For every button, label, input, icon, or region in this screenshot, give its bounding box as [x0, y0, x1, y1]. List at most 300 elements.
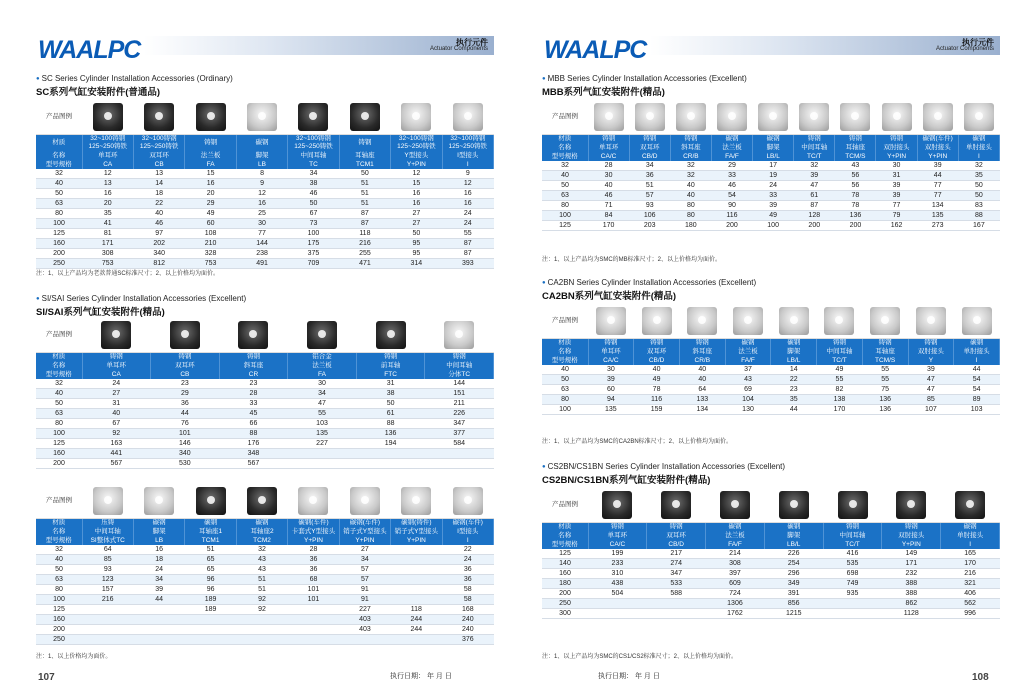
price-cell: 35 [82, 209, 133, 219]
code-cell: FA/F [725, 356, 771, 365]
price-cell: 18 [133, 555, 184, 565]
material-text: 碳钢 [787, 338, 801, 346]
row-label: 材质 [36, 352, 82, 361]
price-cell: 77 [917, 191, 958, 201]
price-cell: 273 [917, 221, 958, 231]
price-cell: 244 [391, 625, 442, 635]
price-cell: 170 [588, 221, 629, 231]
material-cell [442, 134, 493, 151]
material-cell [711, 134, 752, 143]
product-image-cell [876, 100, 917, 134]
price-cell: 27 [391, 219, 442, 229]
sc-section-title [36, 74, 233, 98]
product-photo-icon [824, 307, 854, 335]
bore-size-cell: 125 [36, 229, 82, 239]
price-cell: 862 [882, 599, 941, 609]
price-cell [236, 635, 287, 645]
price-cell: 165 [941, 549, 1000, 559]
code-cell: CR/B [670, 152, 711, 161]
table-row [542, 609, 1000, 619]
material-cell [629, 134, 670, 143]
price-cell: 39 [876, 181, 917, 191]
product-photo-icon [717, 103, 747, 131]
product-photo-icon [596, 307, 626, 335]
name-cell: 法兰板 [711, 143, 752, 152]
price-cell: 244 [391, 615, 442, 625]
name-cell: 单耳环 [588, 531, 647, 540]
table-row [542, 579, 1000, 589]
name-cell: 双耳环 [647, 531, 706, 540]
table-row [36, 419, 494, 429]
price-cell: 128 [794, 211, 835, 221]
price-cell: 78 [835, 201, 876, 211]
material-text: 32~100铸钢 125~250铸铁 [294, 134, 333, 150]
product-image-cell [288, 318, 357, 352]
bore-size-cell: 200 [36, 625, 82, 635]
price-cell: 76 [151, 419, 220, 429]
price-cell: 93 [82, 565, 133, 575]
product-photo-icon [779, 307, 809, 335]
name-cell: 耳轴座2 [236, 527, 287, 536]
material-cell [817, 338, 863, 347]
header-title-cn: 执行元件 [962, 38, 994, 47]
table-row [36, 635, 494, 645]
material-text: 铸钢 [846, 522, 860, 530]
row-label: 型号规格 [542, 152, 588, 161]
price-cell: 562 [941, 599, 1000, 609]
price-cell: 308 [82, 249, 133, 259]
bore-size-cell: 100 [36, 429, 82, 439]
name-cell: Y型接头 [391, 151, 442, 160]
bore-size-cell: 125 [542, 549, 588, 559]
price-cell: 14 [133, 179, 184, 189]
price-cell: 138 [817, 395, 863, 405]
code-cell: CB/D [647, 540, 706, 549]
price-cell [339, 635, 390, 645]
price-cell: 321 [941, 579, 1000, 589]
material-cell [288, 518, 339, 527]
material-cell [82, 352, 151, 361]
product-photo-icon [307, 321, 337, 349]
price-cell: 32 [236, 545, 287, 555]
table-row [36, 189, 494, 199]
material-text: 铝合金 [312, 352, 332, 360]
price-cell: 24 [442, 209, 493, 219]
material-text: 碳钢 [970, 338, 984, 346]
price-cell: 51 [339, 189, 390, 199]
table-row [542, 171, 1000, 181]
product-image-cell [908, 304, 954, 338]
row-label: 型号规格 [36, 160, 82, 169]
price-cell: 61 [794, 191, 835, 201]
cs2bn-title-en: ● CS2BN/CS1BN Series Cylinder Installation Accessories (Excellent) [542, 462, 785, 471]
price-cell: 856 [764, 599, 823, 609]
material-text: 铸钢 [109, 352, 123, 360]
mbb-title-en: ● MBB Series Cylinder Installation Accessories (Excellent) [542, 74, 747, 83]
price-cell: 51 [339, 199, 390, 209]
product-image-cell [771, 304, 817, 338]
price-cell: 216 [941, 569, 1000, 579]
price-cell: 57 [629, 191, 670, 201]
bore-size-cell: 80 [36, 585, 82, 595]
price-cell: 168 [442, 605, 493, 615]
price-cell: 202 [133, 239, 184, 249]
product-image-cell [82, 318, 151, 352]
name-cell: 耳轴座1 [185, 527, 236, 536]
right-page [518, 0, 1024, 695]
material-text: 铸钢 [669, 522, 683, 530]
row-label: 名称 [542, 347, 588, 356]
cs2bn-note: 注：1、以上产品均为SMC的CS1/CS2标准尺寸；2、以上价格均为面价。 [542, 654, 738, 660]
price-cell: 30 [876, 161, 917, 171]
price-cell: 226 [425, 409, 494, 419]
material-cell [339, 518, 390, 527]
material-cell [288, 134, 339, 151]
price-cell: 33 [711, 171, 752, 181]
material-cell [588, 134, 629, 143]
price-cell: 77 [917, 181, 958, 191]
price-cell [647, 599, 706, 609]
bore-size-cell: 100 [36, 219, 82, 229]
price-cell: 34 [133, 575, 184, 585]
price-cell: 12 [391, 169, 442, 179]
price-cell: 535 [823, 559, 882, 569]
bore-size-cell: 125 [36, 605, 82, 615]
price-cell [82, 625, 133, 635]
code-cell: TCM/S [862, 356, 908, 365]
price-cell: 100 [288, 229, 339, 239]
product-photo-icon [93, 487, 123, 515]
price-cell: 347 [647, 569, 706, 579]
code-cell: LB/L [764, 540, 823, 549]
material-cell [706, 522, 765, 531]
price-cell: 171 [82, 239, 133, 249]
price-cell: 39 [794, 171, 835, 181]
material-text: 铸钢 [610, 522, 624, 530]
price-cell: 171 [882, 559, 941, 569]
material-text: 铸钢 [178, 352, 192, 360]
table-row [36, 555, 494, 565]
table-row [36, 179, 494, 189]
price-cell [391, 635, 442, 645]
mbb-accessories-table [542, 100, 1000, 231]
code-cell: Y+PIN [391, 536, 442, 545]
code-cell: Y [908, 356, 954, 365]
price-cell: 136 [862, 395, 908, 405]
material-cell [679, 338, 725, 347]
code-cell: Y+PIN [391, 160, 442, 169]
row-label: 材质 [36, 134, 82, 151]
material-cell [794, 134, 835, 143]
bore-size-cell: 40 [36, 389, 82, 399]
price-cell: 16 [82, 189, 133, 199]
price-cell: 29 [151, 389, 220, 399]
price-cell: 55 [442, 229, 493, 239]
exec-date-left: 执行日期： 年 月 日 [390, 673, 452, 680]
price-cell: 46 [711, 181, 752, 191]
code-cell: TCM2 [236, 536, 287, 545]
price-cell: 92 [82, 429, 151, 439]
table-row [542, 181, 1000, 191]
price-cell: 55 [288, 409, 357, 419]
price-cell: 44 [917, 171, 958, 181]
bore-size-cell: 80 [542, 395, 588, 405]
price-cell: 9 [442, 169, 493, 179]
price-cell: 87 [339, 219, 390, 229]
price-cell: 16 [236, 199, 287, 209]
name-cell: 中间耳轴 [288, 151, 339, 160]
price-cell: 55 [862, 375, 908, 385]
product-image-cell [753, 100, 794, 134]
price-cell: 136 [356, 429, 425, 439]
name-cell: 耳轴座 [339, 151, 390, 160]
price-cell: 16 [391, 199, 442, 209]
price-cell: 210 [185, 239, 236, 249]
product-image-cell [670, 100, 711, 134]
price-cell: 149 [882, 549, 941, 559]
price-cell [288, 605, 339, 615]
price-cell: 296 [764, 569, 823, 579]
exec-date-right: 执行日期： 年 月 日 [598, 673, 660, 680]
price-cell [288, 635, 339, 645]
price-cell: 340 [151, 449, 220, 459]
price-cell: 47 [908, 385, 954, 395]
price-cell: 34 [288, 169, 339, 179]
price-cell: 87 [339, 209, 390, 219]
name-cell: I型接头 [442, 527, 493, 536]
price-cell: 67 [288, 209, 339, 219]
price-cell: 87 [442, 249, 493, 259]
price-cell: 57 [339, 565, 390, 575]
bore-size-cell: 180 [542, 579, 588, 589]
price-cell: 47 [288, 399, 357, 409]
product-image-cell [185, 100, 236, 134]
bore-size-cell: 160 [36, 239, 82, 249]
price-cell: 69 [725, 385, 771, 395]
name-cell: 双耳环 [151, 361, 220, 370]
price-cell: 162 [876, 221, 917, 231]
bore-size-cell: 50 [36, 399, 82, 409]
material-text: 32~100铸钢 125~250铸铁 [397, 134, 436, 150]
price-cell: 55 [862, 365, 908, 375]
price-cell: 40 [82, 409, 151, 419]
price-cell: 32 [670, 171, 711, 181]
price-cell [133, 605, 184, 615]
product-photo-icon [661, 491, 691, 519]
price-cell: 13 [82, 179, 133, 189]
material-text: 碳钢(铸件) [401, 518, 432, 526]
material-cell [236, 134, 287, 151]
material-text: 铸钢 [643, 134, 657, 142]
product-image-cell [219, 318, 288, 352]
price-cell: 71 [588, 201, 629, 211]
name-cell: 双肘接头 [908, 347, 954, 356]
price-cell: 254 [764, 559, 823, 569]
material-text: 32~100铸钢 125~250铸铁 [448, 134, 488, 150]
price-cell: 375 [288, 249, 339, 259]
price-cell: 1215 [764, 609, 823, 619]
price-cell: 43 [236, 565, 287, 575]
product-photo-icon [101, 321, 131, 349]
price-cell: 47 [908, 375, 954, 385]
price-cell: 12 [236, 189, 287, 199]
price-cell: 35 [958, 171, 999, 181]
table-row [542, 559, 1000, 569]
price-cell [133, 635, 184, 645]
code-cell: CB/D [629, 152, 670, 161]
price-cell: 29 [711, 161, 752, 171]
price-cell: 32 [958, 161, 999, 171]
table-row [36, 169, 494, 179]
product-image-cell [236, 484, 287, 518]
sai-title-cn: SI/SAI系列气缸安装附件(精品) [36, 307, 165, 318]
material-text: 压铸 [101, 518, 115, 526]
material-text: 铸钢 [684, 134, 698, 142]
ca2bn-note: 注：1、以上产品均为SMC的CA2BN标准尺寸；2、以上价格均为面价。 [542, 439, 733, 445]
ca2bn-title-cn: CA2BN系列气缸安装附件(精品) [542, 291, 677, 302]
price-cell: 136 [862, 405, 908, 415]
product-image-cell [823, 488, 882, 522]
price-cell: 35 [771, 395, 817, 405]
price-cell: 56 [835, 171, 876, 181]
price-cell: 134 [917, 201, 958, 211]
price-cell [82, 635, 133, 645]
material-text: 铸钢 [890, 134, 904, 142]
name-cell: 销子式Y型接头 [339, 527, 390, 536]
price-cell: 698 [823, 569, 882, 579]
price-cell: 77 [236, 229, 287, 239]
name-cell: 单耳环 [82, 151, 133, 160]
price-cell: 135 [288, 429, 357, 439]
material-cell [82, 134, 133, 151]
price-cell: 1128 [882, 609, 941, 619]
code-cell: TC/T [823, 540, 882, 549]
table-row [36, 595, 494, 605]
code-cell: TC/T [794, 152, 835, 161]
price-cell: 88 [356, 419, 425, 429]
price-cell: 46 [288, 189, 339, 199]
price-cell [588, 609, 647, 619]
sai-note: 注：1、以上价格均为面价。 [36, 654, 112, 660]
price-cell: 88 [219, 429, 288, 439]
price-cell: 170 [941, 559, 1000, 569]
code-cell: CA [82, 160, 133, 169]
sc-accessories-table [36, 100, 494, 269]
price-cell: 724 [706, 589, 765, 599]
price-cell: 46 [588, 191, 629, 201]
price-cell: 103 [288, 419, 357, 429]
code-cell: CR [219, 370, 288, 379]
brand-logo: WAALPC [38, 36, 141, 64]
price-cell: 12 [442, 179, 493, 189]
name-cell: 销子式Y型接头 [391, 527, 442, 536]
price-cell: 85 [908, 395, 954, 405]
price-cell: 40 [133, 209, 184, 219]
price-cell: 240 [442, 625, 493, 635]
bore-size-cell: 80 [36, 209, 82, 219]
table-row [36, 429, 494, 439]
material-cell [185, 518, 236, 527]
price-cell: 144 [236, 239, 287, 249]
price-cell: 89 [954, 395, 1000, 405]
product-photo-icon [840, 103, 870, 131]
product-photo-icon [870, 307, 900, 335]
price-cell: 15 [391, 179, 442, 189]
price-cell: 34 [629, 161, 670, 171]
price-cell: 51 [185, 545, 236, 555]
price-cell [823, 609, 882, 619]
material-text: 铸钢 [246, 352, 260, 360]
price-cell: 25 [236, 209, 287, 219]
bore-size-cell: 160 [542, 569, 588, 579]
price-cell: 40 [670, 181, 711, 191]
price-cell: 406 [941, 589, 1000, 599]
price-cell: 49 [185, 209, 236, 219]
product-image-cell [954, 304, 1000, 338]
price-cell: 416 [823, 549, 882, 559]
price-cell: 78 [634, 385, 680, 395]
price-cell: 36 [288, 565, 339, 575]
row-label: 材质 [36, 518, 82, 527]
material-cell [771, 338, 817, 347]
price-cell: 163 [82, 439, 151, 449]
price-cell: 65 [185, 565, 236, 575]
price-cell: 60 [185, 219, 236, 229]
price-cell: 38 [288, 179, 339, 189]
price-cell: 50 [958, 191, 999, 201]
price-cell [288, 459, 357, 469]
table-row [36, 209, 494, 219]
price-cell: 30 [236, 219, 287, 229]
row-label: 产品图例 [542, 304, 588, 338]
price-cell: 16 [185, 179, 236, 189]
price-cell: 16 [442, 199, 493, 209]
price-cell: 107 [908, 405, 954, 415]
material-cell [219, 352, 288, 361]
price-cell: 240 [442, 615, 493, 625]
price-cell: 347 [425, 419, 494, 429]
name-cell: 双肘接头 [882, 531, 941, 540]
price-cell: 16 [133, 545, 184, 555]
name-cell: 脚架 [764, 531, 823, 540]
code-cell: TC/T [817, 356, 863, 365]
code-cell: LB/L [771, 356, 817, 365]
material-cell [862, 338, 908, 347]
material-cell [339, 134, 390, 151]
price-cell: 935 [823, 589, 882, 599]
name-cell: I型接头 [442, 151, 493, 160]
price-cell: 388 [882, 579, 941, 589]
price-cell: 64 [82, 545, 133, 555]
price-cell: 61 [356, 409, 425, 419]
product-photo-icon [635, 103, 665, 131]
material-text: 碳钢 [963, 522, 977, 530]
price-cell [236, 615, 287, 625]
material-cell [908, 338, 954, 347]
code-cell: CA/C [588, 540, 647, 549]
code-cell: Y+PIN [882, 540, 941, 549]
product-photo-icon [962, 307, 992, 335]
bore-size-cell: 63 [36, 575, 82, 585]
price-cell: 14 [771, 365, 817, 375]
price-cell: 36 [442, 565, 493, 575]
price-cell [391, 575, 442, 585]
table-row [36, 409, 494, 419]
material-cell [882, 522, 941, 531]
row-label: 材质 [542, 338, 588, 347]
left-page [12, 0, 518, 695]
price-cell: 8 [236, 169, 287, 179]
